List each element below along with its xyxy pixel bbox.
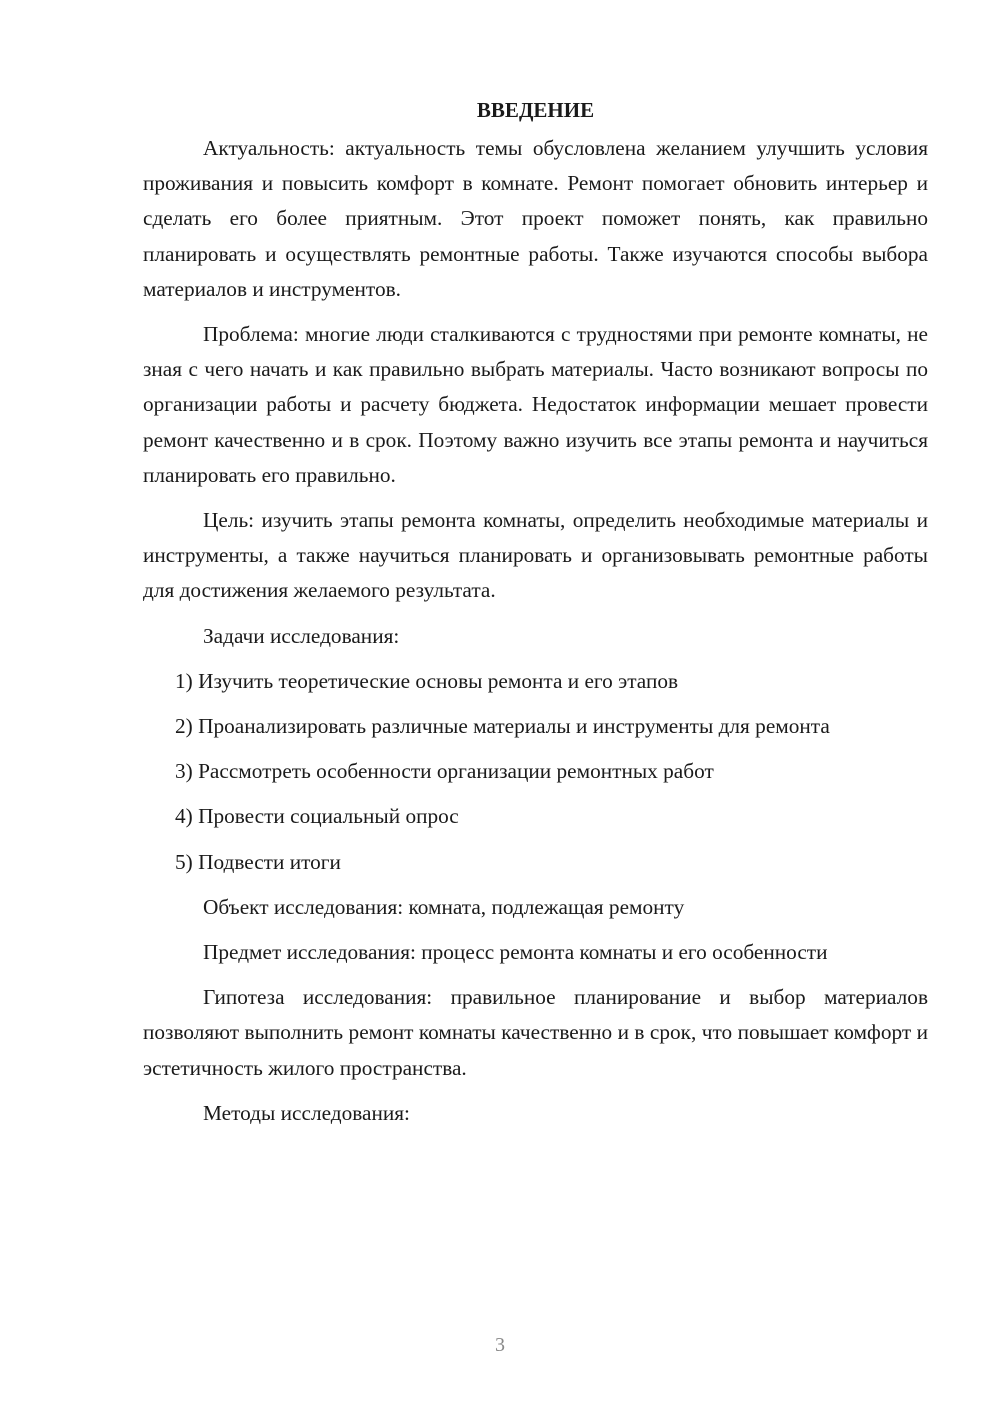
task-item: 2) Проанализировать различные материалы и инструменты для ремонта (175, 714, 830, 739)
task-item: 4) Провести социальный опрос (175, 804, 459, 829)
hypothesis-paragraph: Гипотеза исследования: правильное планирование и выбор материалов позволяют выполнить ремонт комнаты качественно и в срок, что повышает комфорт и эстетичность жилого пространства. (143, 985, 928, 1080)
task-item: 1) Изучить теоретические основы ремонта и его этапов (175, 668, 679, 693)
problem-paragraph: Проблема: многие люди сталкиваются с трудностями при ремонте комнаты, не зная с чего начать и как правильно выбрать материалы. Часто возникают вопросы по организации работы и расчету бюджета. Недостаток информации мешает провести ремонт качественно и в срок. Поэтому важно изучить все этапы ремонта и научиться планировать его правильно. (143, 322, 928, 487)
object-paragraph: Объект исследования: комната, подлежащая ремонту (203, 894, 685, 919)
goal-paragraph: Цель: изучить этапы ремонта комнаты, определить необходимые материалы и инструменты, а также научиться планировать и организовывать ремонтные работы для достижения желаемого результата. (143, 508, 928, 603)
methods-heading: Методы исследования: (203, 1100, 410, 1125)
relevance-paragraph: Актуальность: актуальность темы обусловлена желанием улучшить условия проживания и повысить комфорт в комнате. Ремонт помогает обновить интерьер и сделать его более приятным. Этот проект поможет понять, как правильно планировать и осуществлять ремонтные работы. Также изучаются способы выбора материалов и инструментов. (143, 136, 928, 301)
tasks-heading: Задачи исследования: (203, 623, 400, 648)
page-number: 3 (495, 1334, 505, 1356)
task-item: 3) Рассмотреть особенности организации ремонтных работ (175, 759, 714, 784)
subject-paragraph: Предмет исследования: процесс ремонта комнаты и его особенности (203, 940, 828, 965)
document-page (143, 93, 928, 1141)
task-item: 5) Подвести итоги (175, 849, 341, 874)
section-title: ВВЕДЕНИЕ (476, 98, 595, 122)
